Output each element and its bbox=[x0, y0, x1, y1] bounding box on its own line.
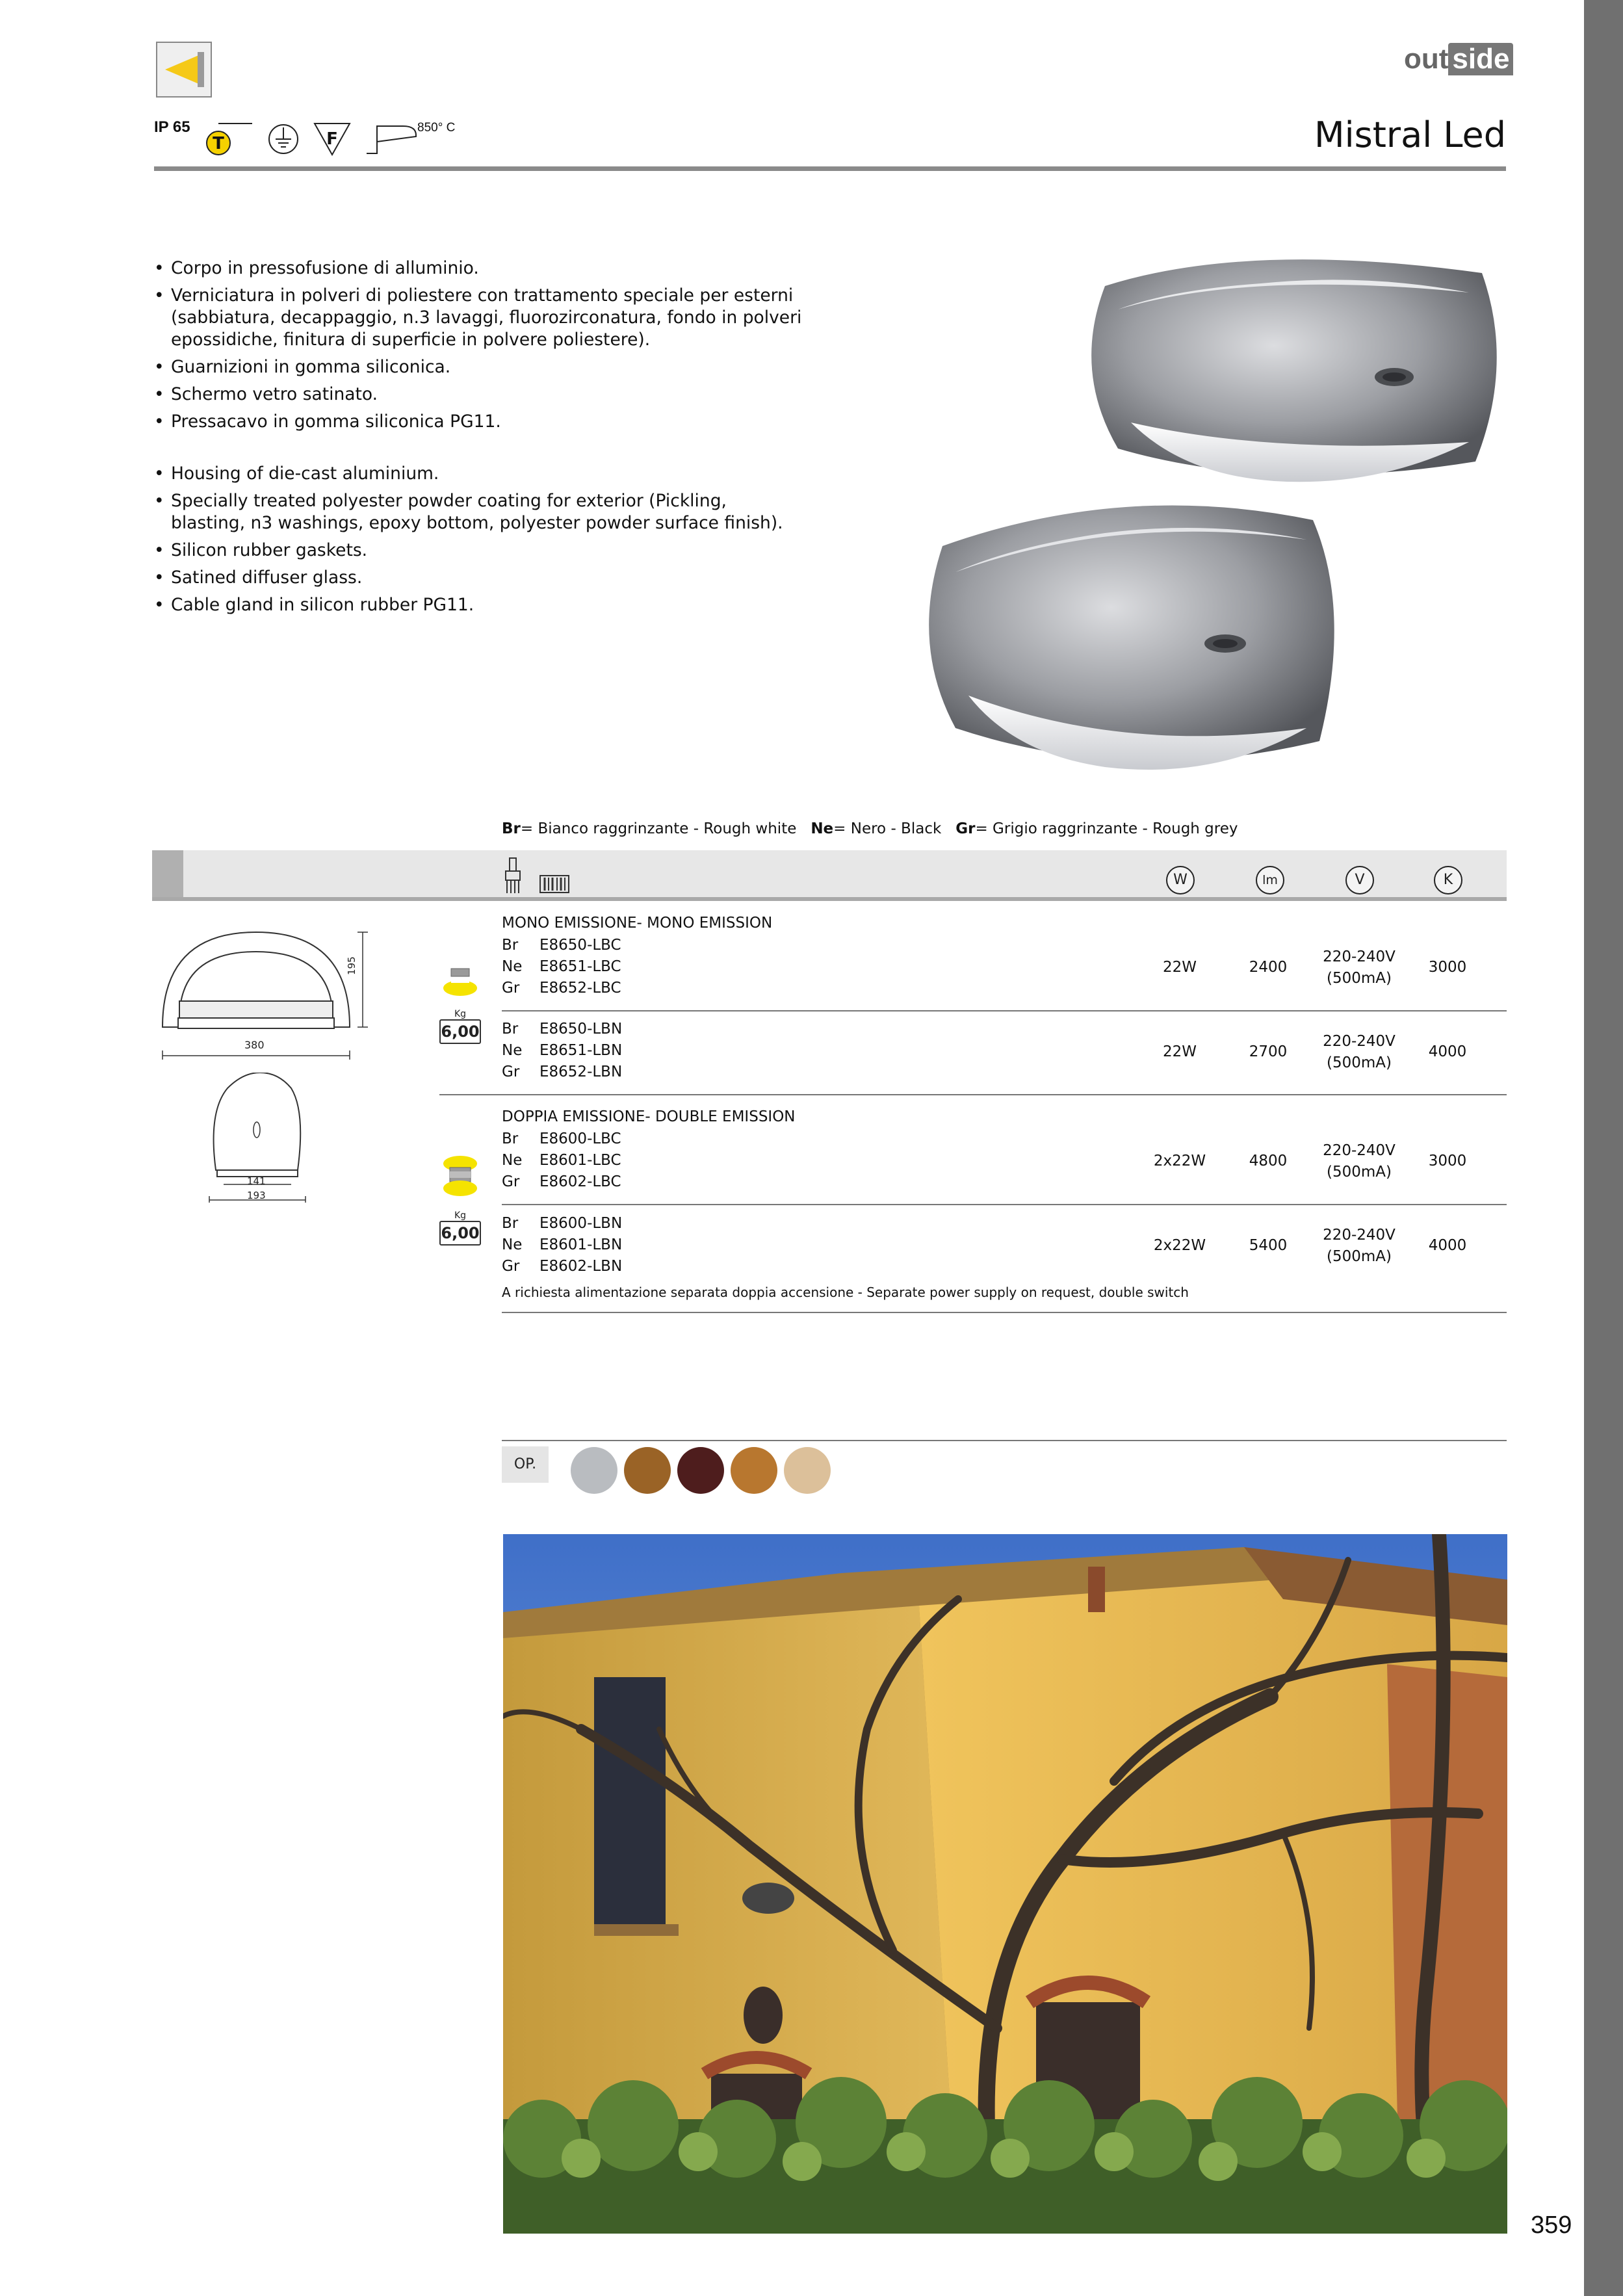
product-codes: Br E8650-LBC Ne E8651-LBC Gr E8652-LBC bbox=[502, 937, 621, 997]
beam-direction-icon bbox=[156, 42, 212, 98]
table-end-rule bbox=[502, 1312, 1507, 1313]
product-image bbox=[910, 247, 1514, 783]
watt-value: 2x22W bbox=[1153, 1237, 1206, 1254]
feature-item: • Specially treated polyester powder coating for exterior (Pickling, blasting, n3 washings, epoxy bottom, polyester powder surface finish). bbox=[154, 490, 804, 534]
dimension-inner: 141 bbox=[247, 1175, 266, 1187]
volt-value: 220-240V (500mA) bbox=[1323, 1227, 1396, 1265]
page-title: Mistral Led bbox=[1314, 114, 1506, 155]
group-divider bbox=[439, 1094, 1507, 1095]
ip-rating: IP 65 bbox=[154, 118, 190, 136]
dimension-width: 380 bbox=[244, 1039, 265, 1051]
lumen-value: 5400 bbox=[1249, 1237, 1288, 1254]
color-swatch[interactable] bbox=[784, 1447, 831, 1494]
class-t-icon bbox=[200, 121, 253, 163]
watt-value: 2x22W bbox=[1153, 1153, 1206, 1169]
group-heading: DOPPIA EMISSIONE- DOUBLE EMISSION bbox=[502, 1108, 796, 1125]
kelvin-icon: K bbox=[1434, 866, 1462, 894]
lumen-icon: lm bbox=[1256, 866, 1284, 894]
feature-item: • Silicon rubber gaskets. bbox=[154, 540, 804, 562]
feature-item: • Satined diffuser glass. bbox=[154, 567, 804, 589]
product-codes: Br E8600-LBC Ne E8601-LBC Gr E8602-LBC bbox=[502, 1130, 621, 1190]
dimension-depth: 193 bbox=[247, 1190, 266, 1201]
brand-logo: out side bbox=[1404, 43, 1513, 75]
page-number: 359 bbox=[1531, 2211, 1572, 2239]
color-swatch[interactable] bbox=[731, 1447, 777, 1494]
finish-brush-icon bbox=[500, 857, 526, 897]
features-english bbox=[154, 463, 804, 621]
row-divider bbox=[502, 1010, 1507, 1011]
product-codes: Br E8650-LBN Ne E8651-LBN Gr E8652-LBN bbox=[502, 1021, 623, 1080]
lumen-value: 2700 bbox=[1249, 1043, 1288, 1060]
feature-item: • Verniciatura in polveri di poliestere con trattamento speciale per esterni (sabbiatura, decappaggio, n.3 lavaggi, fluorozirconatura, fondo in polveri epossidiche, finitura di superficie in polvere poliestere). bbox=[154, 285, 804, 351]
table-header-rule bbox=[152, 897, 1507, 901]
feature-item: • Housing of die-cast aluminium. bbox=[154, 463, 804, 485]
feature-item: • Schermo vetro satinato. bbox=[154, 384, 804, 406]
glow-wire-icon bbox=[364, 121, 419, 160]
kelvin-value: 4000 bbox=[1428, 1237, 1467, 1254]
weight-badge: Kg 6,00 bbox=[439, 1009, 481, 1044]
table-note: A richiesta alimentazione separata doppia accensione - Separate power supply on request, double switch bbox=[502, 1285, 1189, 1300]
color-swatch[interactable] bbox=[624, 1447, 671, 1494]
options-label: OP. bbox=[502, 1446, 549, 1483]
svg-text:T: T bbox=[213, 134, 224, 153]
color-legend: Br= Bianco raggrinzante - Rough white Ne= Nero - Black Gr= Grigio raggrinzante - Rough grey bbox=[502, 820, 1238, 837]
f-mark-icon bbox=[312, 121, 352, 160]
lumen-value: 2400 bbox=[1249, 959, 1288, 976]
group-heading: MONO EMISSIONE- MONO EMISSION bbox=[502, 915, 773, 932]
dimension-height: 195 bbox=[346, 956, 357, 975]
product-codes: Br E8600-LBN Ne E8601-LBN Gr E8602-LBN bbox=[502, 1215, 623, 1275]
feature-item: • Pressacavo in gomma siliconica PG11. bbox=[154, 411, 804, 433]
kelvin-value: 3000 bbox=[1428, 959, 1467, 976]
earth-ground-icon bbox=[266, 122, 300, 159]
mono-emission-icon bbox=[442, 967, 478, 1000]
feature-item: • Corpo in pressofusione di alluminio. bbox=[154, 257, 804, 280]
color-swatch[interactable] bbox=[677, 1447, 724, 1494]
page-edge-bar bbox=[1584, 0, 1623, 2296]
watt-value: 22W bbox=[1162, 959, 1197, 976]
barcode-icon bbox=[539, 875, 569, 896]
watt-icon: W bbox=[1166, 866, 1195, 894]
kelvin-value: 4000 bbox=[1428, 1043, 1467, 1060]
volt-value: 220-240V (500mA) bbox=[1323, 1033, 1396, 1071]
feature-item: • Guarnizioni in gomma siliconica. bbox=[154, 356, 804, 378]
options-rule bbox=[502, 1440, 1507, 1441]
header-rule bbox=[154, 166, 1506, 171]
watt-value: 22W bbox=[1162, 1043, 1197, 1060]
installation-photo bbox=[503, 1534, 1507, 2234]
features-italian bbox=[154, 257, 804, 438]
glow-wire-temperature: 850° C bbox=[417, 121, 456, 135]
weight-badge: Kg 6,00 bbox=[439, 1210, 481, 1246]
volt-icon: V bbox=[1345, 866, 1374, 894]
volt-value: 220-240V (500mA) bbox=[1323, 948, 1396, 987]
table-header-bar bbox=[152, 850, 1507, 898]
color-swatch[interactable] bbox=[571, 1447, 617, 1494]
front-dimension-drawing bbox=[156, 923, 390, 1062]
kelvin-value: 3000 bbox=[1428, 1153, 1467, 1169]
double-emission-icon bbox=[442, 1156, 478, 1200]
feature-item: • Cable gland in silicon rubber PG11. bbox=[154, 594, 804, 616]
lumen-value: 4800 bbox=[1249, 1153, 1288, 1169]
svg-text:F: F bbox=[326, 129, 338, 149]
row-divider bbox=[502, 1204, 1507, 1205]
volt-value: 220-240V (500mA) bbox=[1323, 1142, 1396, 1181]
